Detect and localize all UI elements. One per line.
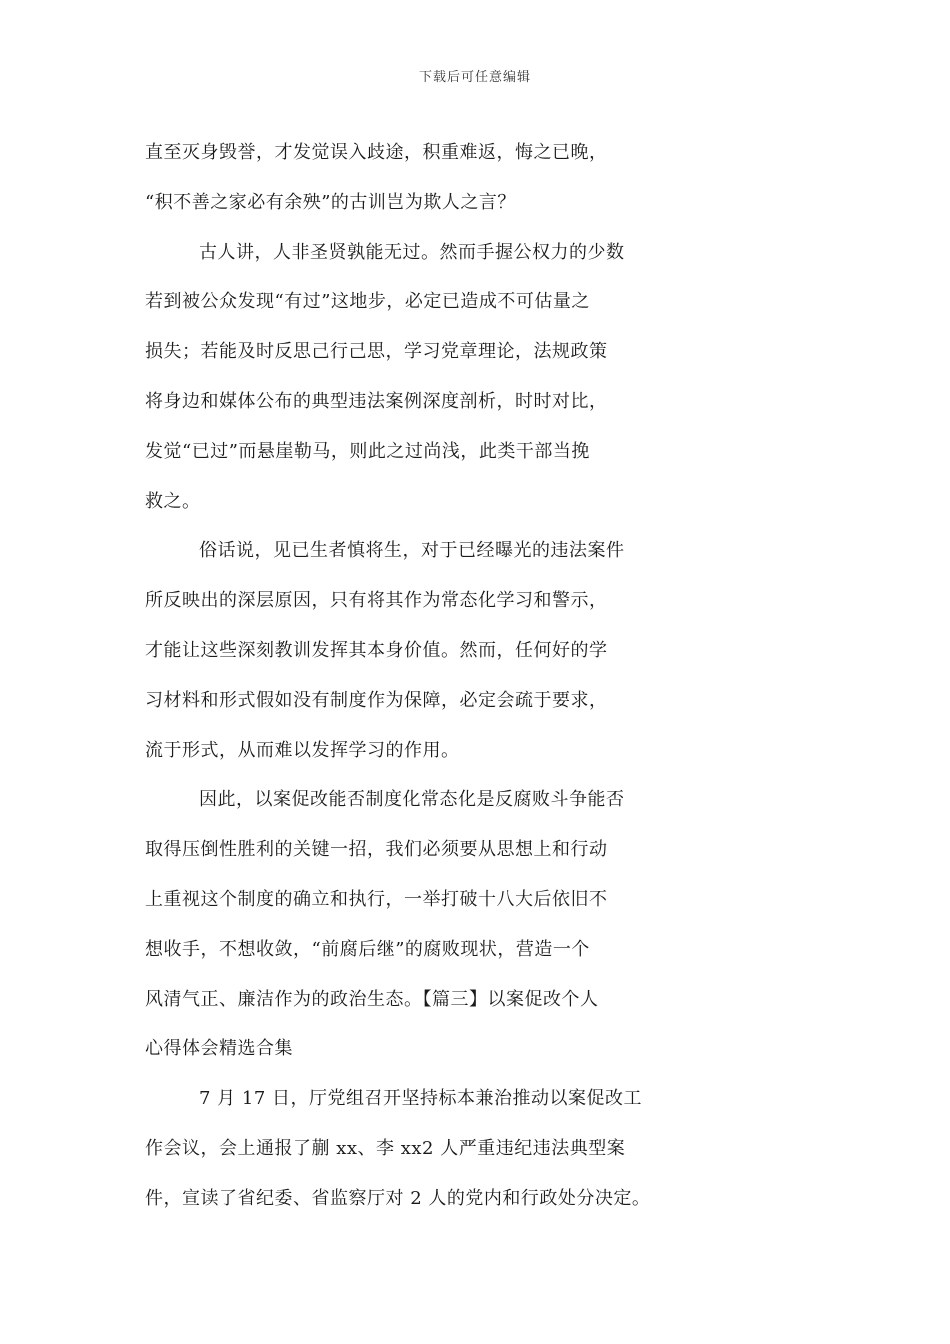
text-line: “积不善之家必有余殃”的古训岂为欺人之言？: [145, 191, 516, 213]
text-line: 才能让这些深刻教训发挥其本身价值。然而，任何好的学: [145, 639, 608, 661]
text-line: 习材料和形式假如没有制度作为保障，必定会疏于要求，: [145, 689, 608, 711]
text-line: 想收手，不想收敛，“前腐后继”的腐败现状，营造一个: [145, 938, 590, 960]
page-header: 下载后可任意编辑: [418, 70, 531, 85]
document-body: [145, 128, 825, 1224]
text-line: 因此，以案促改能否制度化常态化是反腐败斗争能否: [199, 789, 625, 811]
text-line: 发觉“已过”而悬崖勒马，则此之过尚浅，此类干部当挽: [145, 440, 590, 462]
text-line: 流于形式，从而难以发挥学习的作用。: [145, 739, 460, 761]
text-line: 件，宣读了省纪委、省监察厅对 2 人的党内和行政处分决定。: [145, 1187, 651, 1209]
text-line: 将身边和媒体公布的典型违法案例深度剖析，时时对比，: [145, 390, 608, 412]
text-line: 上重视这个制度的确立和执行，一举打破十八大后依旧不: [145, 888, 608, 910]
text-line: 俗话说，见已生者慎将生，对于已经曝光的违法案件: [199, 540, 625, 562]
text-line: 若到被公众发现“有过”这地步，必定已造成不可估量之: [145, 291, 590, 313]
text-line: 古人讲，人非圣贤孰能无过。然而手握公权力的少数: [199, 241, 625, 263]
text-line: 救之。: [145, 490, 201, 512]
text-line: 心得体会精选合集: [145, 1038, 293, 1060]
text-line: 直至灭身毁誉，才发觉误入歧途，积重难返，悔之已晚，: [145, 142, 608, 163]
text-line: 风清气正、廉洁作为的政治生态。【篇三】以案促改个人: [145, 988, 599, 1010]
text-line: 所反映出的深层原因，只有将其作为常态化学习和警示，: [145, 590, 608, 612]
text-line: 7 月 17 日，厅党组召开坚持标本兼治推动以案促改工: [199, 1088, 643, 1110]
text-line: 损失；若能及时反思己行己思，学习党章理论，法规政策: [145, 341, 608, 363]
text-line: 作会议，会上通报了蒯 xx、李 xx2 人严重违纪违法典型案: [145, 1137, 626, 1159]
text-line: 取得压倒性胜利的关键一招，我们必须要从思想上和行动: [145, 839, 608, 861]
